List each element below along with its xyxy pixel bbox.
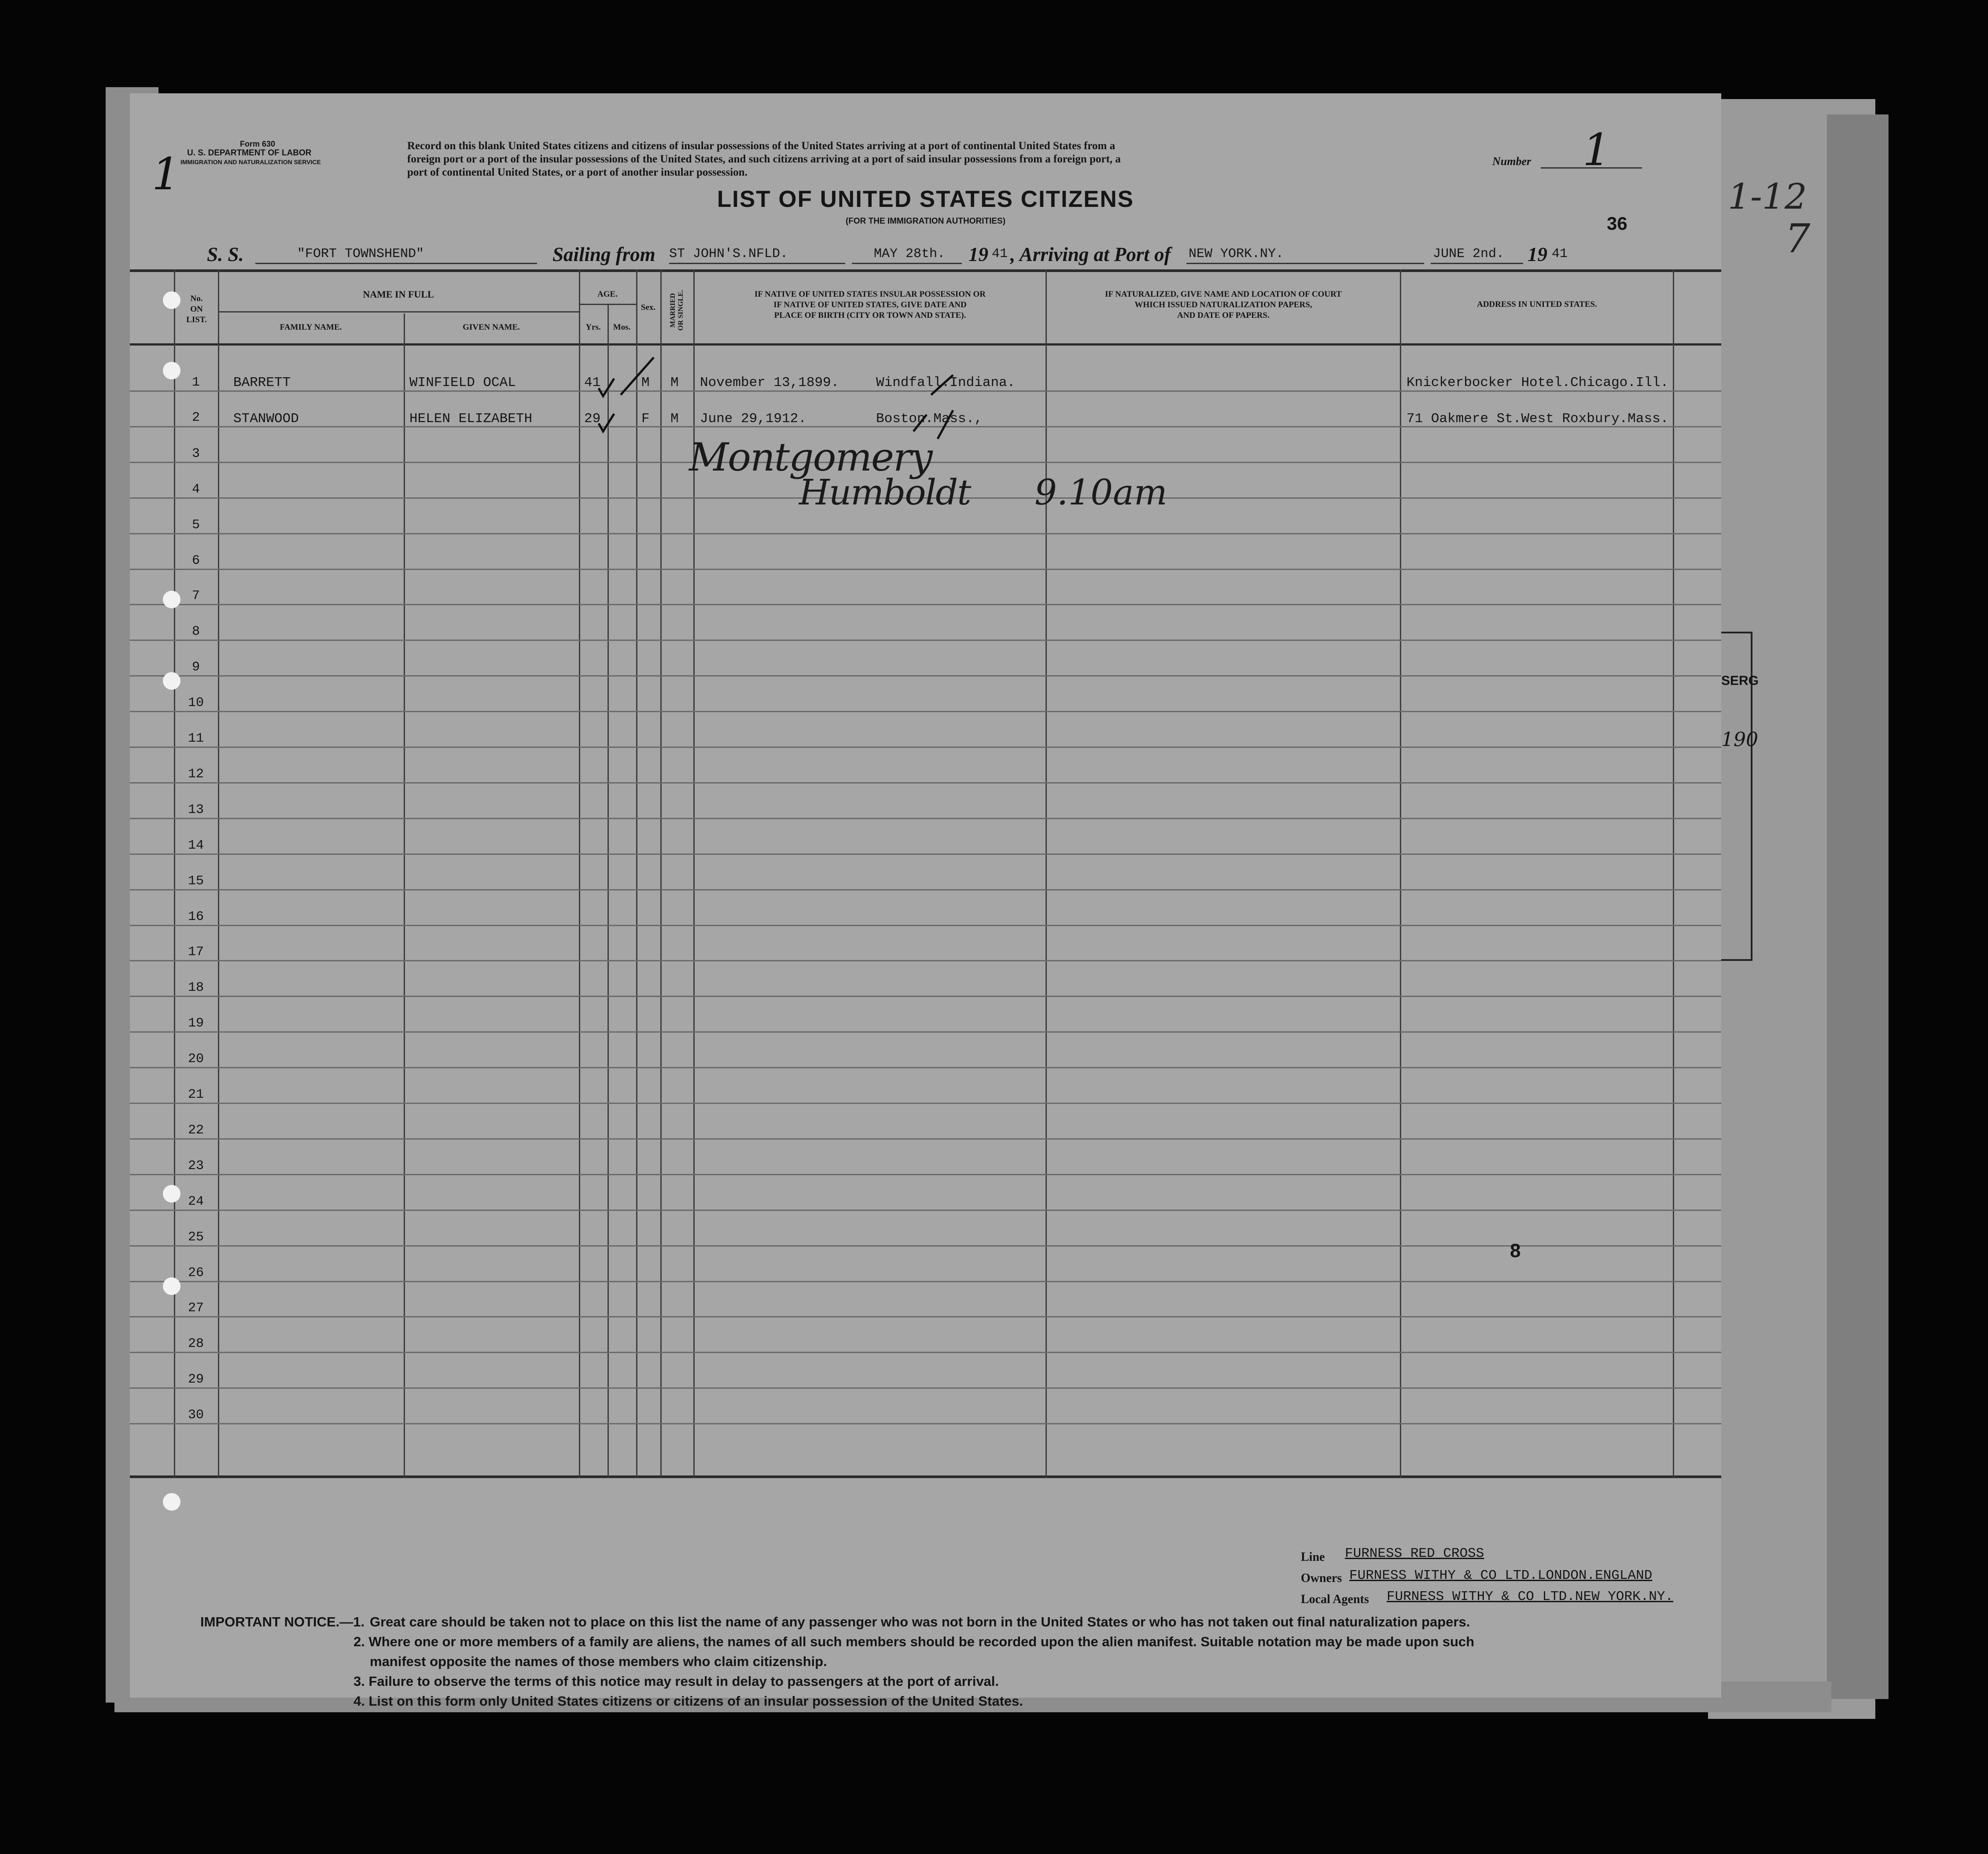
slash-birth-row-1: [931, 375, 953, 395]
signature-3: 9.10am: [1034, 472, 1167, 513]
row-rule: [130, 1352, 1721, 1353]
row-1-given-name: WINFIELD OCAL: [409, 375, 516, 390]
notice-item-1: Great care should be taken not to place on this list the name of any passenger who was not born in the United States or who has not taken out final naturalization papers.: [370, 1614, 1470, 1630]
punch-hole: [163, 1277, 180, 1295]
header-given-name: GIVEN NAME.: [463, 323, 520, 332]
row-rule: [130, 889, 1721, 890]
check-mark-row-1: [599, 379, 614, 396]
row-number: 26: [188, 1265, 204, 1280]
row-number: 21: [188, 1087, 204, 1102]
instruction-line-3: port of continental United States, or a port of another insular possession.: [407, 166, 747, 178]
row-2-number: 2: [191, 410, 200, 425]
row-1-birth-date: November 13,1899.: [700, 375, 839, 390]
instruction-line-2: foreign port or a port of the insular possessions of the United States, and such citizens arriving at a port of said insular possessions from a foreign port, a: [407, 153, 1121, 165]
table-top-rule: [130, 269, 1721, 272]
header-family-name: FAMILY NAME.: [280, 323, 342, 332]
row-rule: [130, 960, 1721, 961]
owners-label: Owners: [1301, 1571, 1342, 1585]
header-sex: Sex.: [641, 303, 656, 312]
row-rule: [130, 853, 1721, 855]
instructions-block: [407, 140, 1552, 179]
notice-item-2: 2. Where one or more members of a family are aliens, the names of all such members should be recorded upon the alien manifest. Suitable notation may be made upon such: [353, 1634, 1475, 1649]
line-label: Line: [1301, 1550, 1325, 1564]
row-1-marital: M: [670, 375, 679, 390]
row-number: 25: [188, 1229, 204, 1245]
row-number: 14: [188, 838, 204, 853]
row-number: 11: [188, 731, 204, 746]
stamp-text-b: 190: [1721, 728, 1758, 751]
row-number: 15: [188, 873, 204, 889]
stamp-text-a: SERG: [1721, 673, 1759, 688]
header-name-in-full: NAME IN FULL: [363, 289, 434, 300]
row-2-address: 71 Oakmere St.West Roxbury.Mass.: [1406, 411, 1669, 427]
punch-hole: [163, 591, 180, 608]
row-rule: [130, 1245, 1721, 1247]
header-age-divider: [579, 304, 636, 305]
row-rule: [130, 925, 1721, 926]
row-rule: [130, 569, 1721, 570]
ship-line: [255, 263, 537, 264]
row-2-given-name: HELEN ELIZABETH: [409, 411, 533, 427]
row-number: 18: [188, 980, 204, 996]
row-number: 5: [191, 517, 200, 533]
agents-value: FURNESS WITHY & CO LTD.NEW YORK.NY.: [1387, 1589, 1674, 1604]
from-port: ST JOHN'S.NFLD.: [669, 246, 788, 261]
notice-item-2-cont: manifest opposite the names of those members who claim citizenship.: [370, 1654, 827, 1669]
punch-hole: [163, 362, 180, 379]
notice-item-4: 4. List on this form only United States citizens or citizens of an insular possession of the United States.: [353, 1693, 1023, 1709]
service: IMMIGRATION AND NATURALIZATION SERVICE: [180, 158, 321, 166]
row-number: 12: [188, 766, 204, 782]
check-mark-row-2: [599, 414, 614, 431]
header-mos: Mos.: [613, 323, 631, 332]
row-2-birth-date: June 29,1912.: [700, 411, 806, 427]
page-title: LIST OF UNITED STATES CITIZENS: [717, 186, 1134, 212]
row-rule: [130, 747, 1721, 748]
header-name-divider: [218, 311, 579, 313]
header-yrs: Yrs.: [585, 323, 601, 332]
row-rule: [130, 533, 1721, 534]
department: U. S. DEPARTMENT OF LABOR: [187, 148, 312, 158]
row-rule: [130, 818, 1721, 819]
row-1-sex: M: [641, 375, 650, 390]
row-1-address: Knickerbocker Hotel.Chicago.Ill.: [1406, 375, 1669, 390]
row-rule: [130, 1387, 1721, 1389]
header-age: AGE.: [597, 290, 618, 299]
slash-birth-row-2b: [938, 410, 953, 439]
arrive-date: JUNE 2nd.: [1433, 246, 1505, 261]
row-number: 8: [191, 624, 200, 640]
row-1-family-name: BARRETT: [233, 375, 291, 390]
ship-name: "FORT TOWNSHEND": [297, 246, 424, 261]
row-number: 23: [188, 1158, 204, 1173]
margin-note-top-b: 7: [1785, 216, 1811, 262]
row-number: 20: [188, 1052, 204, 1067]
row-rule: [130, 604, 1721, 605]
margin-note-top-a: 1-12: [1728, 176, 1807, 217]
row-number: 16: [188, 909, 204, 924]
row-number: 4: [191, 482, 200, 497]
row-rule: [130, 1210, 1721, 1211]
punch-hole: [163, 1493, 180, 1511]
row-number: 30: [188, 1408, 204, 1423]
sailing-label: Sailing from: [552, 243, 655, 265]
table-bottom-rule: [130, 1475, 1721, 1478]
signature-2: Humboldt: [799, 472, 971, 513]
row-number: 9: [191, 660, 200, 675]
row-rule: [130, 1281, 1721, 1282]
row-rule: [130, 1067, 1721, 1068]
number-value: 1: [1583, 124, 1611, 176]
notice-item-3: 3. Failure to observe the terms of this notice may result in delay to passengers at the port of arrival.: [353, 1674, 999, 1689]
to-port-line: [1186, 263, 1424, 264]
col-rule-end: [1673, 269, 1674, 1478]
manifest-sheet: [130, 93, 1721, 1709]
row-number: 7: [191, 589, 200, 604]
owners-value: FURNESS WITHY & CO LTD.LONDON.ENGLAND: [1349, 1568, 1653, 1583]
row-rule: [130, 1031, 1721, 1033]
row-rule: [130, 782, 1721, 784]
row-2-sex: F: [641, 411, 650, 427]
row-rule: [130, 711, 1721, 712]
col-rule-given: [404, 313, 405, 1478]
form-number: Form 630: [240, 140, 276, 148]
sail-date-line: [852, 263, 962, 264]
row-number: 10: [188, 695, 204, 711]
punch-hole: [163, 672, 180, 690]
row-rule: [130, 1103, 1721, 1104]
line-value: FURNESS RED CROSS: [1345, 1546, 1484, 1561]
header-naturalized: IF NATURALIZED, GIVE NAME AND LOCATION OF COURT WHICH ISSUED NATURALIZATION PAPERS, AND DATE OF PAPERS.: [1105, 290, 1342, 320]
row-rule: [130, 675, 1721, 677]
arriving-label: , Arriving at Port of: [1010, 243, 1171, 265]
col-rule-address: [1400, 269, 1401, 1478]
row-number: 24: [188, 1194, 204, 1209]
row-rule: [130, 1138, 1721, 1140]
page-subtitle: (FOR THE IMMIGRATION AUTHORITIES): [845, 217, 1006, 226]
underlying-sheet-edge: [1827, 114, 1889, 1699]
col-rule-family: [218, 269, 219, 1478]
row-number: 13: [188, 802, 204, 817]
col-rule-no: [174, 269, 175, 1478]
header-address: ADDRESS IN UNITED STATES.: [1477, 300, 1597, 309]
row-rule: [130, 640, 1721, 641]
row-2-birth-place: Boston.Mass.,: [876, 411, 983, 427]
row-2-family-name: STANWOOD: [233, 411, 299, 427]
row-number: 17: [188, 945, 204, 960]
row-1-number: 1: [191, 375, 200, 390]
row-number: 6: [191, 553, 200, 568]
slash-birth-row-2: [913, 415, 927, 431]
header-married-single: MARRIED OR SINGLE.: [669, 290, 685, 331]
row-number: 3: [191, 446, 200, 461]
corner-mark: 1: [152, 148, 180, 200]
row-2-marital: M: [670, 411, 679, 427]
check-slash-sex: [621, 357, 654, 395]
row-number: 28: [188, 1336, 204, 1352]
row-number: 19: [188, 1016, 204, 1031]
from-port-line: [669, 263, 845, 264]
arrive-year-suffix: 41: [1552, 246, 1568, 261]
signature-1: Montgomery: [689, 434, 932, 480]
row-rule: [130, 1174, 1721, 1175]
header-birth: IF NATIVE OF UNITED STATES INSULAR POSSESSION OR IF NATIVE OF UNITED STATES, GIVE DATE AND PLACE OF BIRTH (CITY OR TOWN AND STATE).: [755, 290, 986, 320]
agents-label: Local Agents: [1301, 1593, 1369, 1606]
ss-label: S. S.: [207, 243, 244, 265]
arrive-year-prefix: 19: [1528, 243, 1547, 265]
row-1-birth-place: Windfall.Indiana.: [876, 375, 1016, 390]
punch-hole: [163, 291, 180, 309]
notice-heading: IMPORTANT NOTICE.—1.: [200, 1614, 365, 1630]
col-rule-mos: [607, 305, 609, 1478]
number-label: Number: [1492, 155, 1531, 168]
row-rule: [130, 1316, 1721, 1317]
margin-mark: 8: [1510, 1240, 1521, 1262]
sail-year-prefix: 19: [968, 243, 988, 265]
sail-date: MAY 28th.: [874, 246, 946, 261]
row-rule: [130, 996, 1721, 997]
page-number: 36: [1607, 213, 1627, 234]
arrive-date-line: [1431, 263, 1523, 264]
row-number: 22: [188, 1122, 204, 1138]
sail-year-suffix: 41: [992, 246, 1008, 261]
header-no-on-list: No. ON LIST.: [186, 294, 207, 324]
row-number: 29: [188, 1372, 204, 1387]
punch-hole: [163, 1185, 180, 1203]
to-port: NEW YORK.NY.: [1189, 246, 1284, 261]
row-2-age-yrs: 29: [584, 411, 601, 427]
row-number: 27: [188, 1301, 204, 1316]
row-1-age-yrs: 41: [584, 375, 601, 390]
instruction-line-1: Record on this blank United States citizens and citizens of insular possessions of the United States arriving at a port of continental United States from a: [407, 140, 1115, 152]
row-rule: [130, 1423, 1721, 1424]
